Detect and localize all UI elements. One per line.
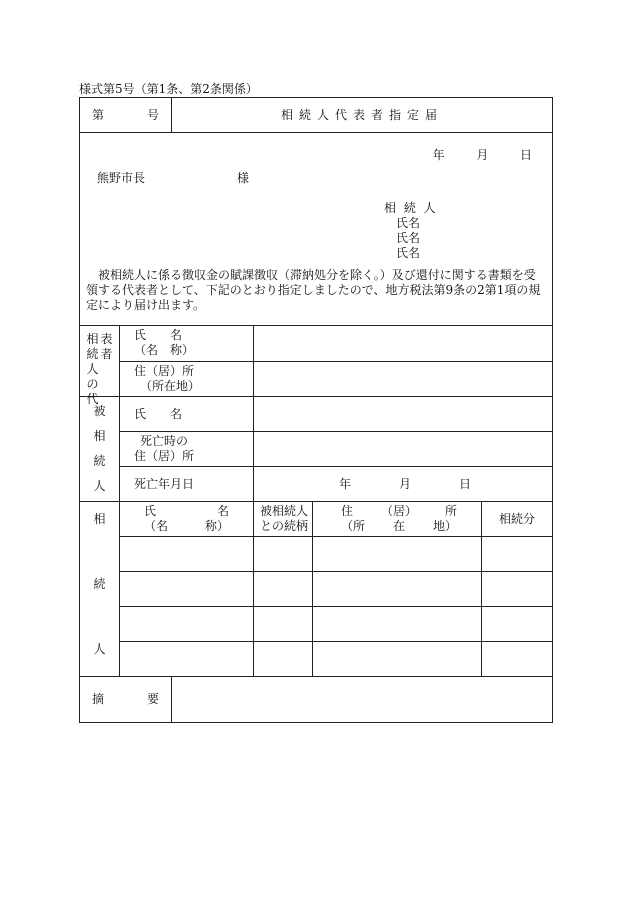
body-text: 被相続人に係る徴収金の賦課徴収（滞納処分を除く。）及び還付に関する書類を受領する代表者として、下記のとおり指定しましたので、地方税法第9条の2第1項の規定により届け出ます。 <box>86 268 541 312</box>
heirs-name-header-1b: 名 <box>216 504 229 518</box>
deceased-name-row <box>80 397 553 432</box>
heirs-relation-header-2: との続柄 <box>260 519 309 533</box>
deceased-date-label-cell <box>120 467 254 502</box>
representative-name-label-cell <box>120 326 254 362</box>
death-year-unit: 年 <box>339 476 352 491</box>
heirs-relation-header-1: 被相続人 <box>260 504 309 518</box>
heir-share-cell[interactable] <box>482 607 553 642</box>
heirs-relation-header <box>254 502 313 537</box>
heir-name-line-2: 氏名 <box>396 231 421 245</box>
heirs-name-header-1a: 氏 <box>144 504 157 518</box>
heirs-address-header-1b: （居） <box>380 504 417 518</box>
heirs-name-header-2b: 称） <box>204 519 229 533</box>
deceased-char-2: 相 <box>93 429 106 443</box>
representative-address-field[interactable] <box>254 361 553 397</box>
body-cell <box>80 133 553 326</box>
deceased-name-label: 氏 名 <box>134 406 183 421</box>
month-label: 月 <box>476 148 489 162</box>
deceased-name-field[interactable] <box>254 397 553 432</box>
deceased-address-label-1: 死亡時の <box>140 434 189 448</box>
number-label-right: 号 <box>146 107 159 122</box>
summary-row <box>80 677 553 723</box>
rep-char-7: 者 <box>100 347 113 361</box>
deceased-char-3: 続 <box>93 454 106 468</box>
heirs-char-2: 続 <box>93 577 106 591</box>
header-row <box>80 98 553 133</box>
form-title: 相続人代表者指定届 <box>281 107 444 122</box>
heirs-address-header-2b: 在 <box>392 519 405 533</box>
body-row <box>80 133 553 326</box>
representative-address-row <box>80 361 553 397</box>
day-label: 日 <box>520 148 533 162</box>
representative-name-row <box>80 326 553 362</box>
heir-relation-cell[interactable] <box>254 642 313 677</box>
deceased-date-field[interactable] <box>254 467 553 502</box>
heir-relation-cell[interactable] <box>254 572 313 607</box>
heir-relation-cell[interactable] <box>254 607 313 642</box>
deceased-address-label-cell <box>120 432 254 467</box>
date-line <box>433 148 532 163</box>
number-label-left: 第 <box>92 107 105 122</box>
death-month-unit: 月 <box>399 476 412 491</box>
deceased-char-1: 被 <box>93 404 106 418</box>
heirs-header-row <box>80 502 553 537</box>
deceased-side-label <box>80 397 120 502</box>
table-row <box>80 537 553 572</box>
summary-label-right: 要 <box>146 692 159 706</box>
deceased-name-label-cell <box>120 397 254 432</box>
number-cell <box>80 98 172 133</box>
year-label: 年 <box>432 148 445 162</box>
heir-address-cell[interactable] <box>313 607 482 642</box>
table-row <box>80 642 553 677</box>
heir-name-cell[interactable] <box>120 537 254 572</box>
rep-char-1: 相 <box>86 332 99 346</box>
heir-address-cell[interactable] <box>313 642 482 677</box>
addressee-name: 熊野市長 <box>97 171 146 185</box>
rep-address-label-2: （所在地） <box>140 378 201 393</box>
deceased-address-row <box>80 432 553 467</box>
heirs-address-header-1a: 住 <box>341 504 354 518</box>
rep-char-3: 人 <box>86 362 99 376</box>
summary-label-cell <box>80 677 172 723</box>
heir-address-cell[interactable] <box>313 537 482 572</box>
summary-label-left: 摘 <box>92 692 105 706</box>
death-day-unit: 日 <box>459 476 472 491</box>
form-caption: 様式第5号（第1条、第2条関係） <box>79 82 258 96</box>
rep-char-4: の <box>86 377 99 391</box>
representative-name-field[interactable] <box>254 326 553 362</box>
rep-name-label-2: （名 称） <box>134 343 195 358</box>
heirs-address-header <box>313 502 482 537</box>
heirs-char-1: 相 <box>93 512 106 526</box>
heirs-address-header-2c: 地） <box>432 519 457 533</box>
heir-name-cell[interactable] <box>120 572 254 607</box>
heirs-share-header <box>482 502 553 537</box>
heir-share-cell[interactable] <box>482 572 553 607</box>
addressee-honorific: 様 <box>237 171 250 185</box>
table-row <box>80 607 553 642</box>
heirs-address-header-2a: （所 <box>341 519 366 533</box>
heirs-name-header-2a: （名 <box>144 519 169 533</box>
heir-name-cell[interactable] <box>120 642 254 677</box>
deceased-date-label: 死亡年月日 <box>134 476 195 491</box>
heir-name-line-1: 氏名 <box>396 216 421 230</box>
heirs-address-header-1c: 所 <box>444 504 457 518</box>
deceased-char-4: 人 <box>93 479 106 493</box>
representative-side-label <box>80 326 120 406</box>
rep-char-6: 表 <box>100 332 113 346</box>
notification-form <box>79 97 553 723</box>
heir-address-cell[interactable] <box>313 572 482 607</box>
rep-char-2: 続 <box>86 347 99 361</box>
heir-share-cell[interactable] <box>482 537 553 572</box>
rep-address-label-1: 住（居）所 <box>134 363 195 378</box>
heir-relation-cell[interactable] <box>254 537 313 572</box>
rep-name-label-1: 氏 名 <box>134 328 183 343</box>
deceased-address-field[interactable] <box>254 432 553 467</box>
heirs-label: 相 続 人 <box>384 201 438 215</box>
summary-field[interactable] <box>172 677 553 723</box>
heirs-name-header <box>120 502 254 537</box>
heir-name-cell[interactable] <box>120 607 254 642</box>
heirs-side-label <box>80 502 120 677</box>
form-title-cell <box>172 98 553 133</box>
heir-share-cell[interactable] <box>482 642 553 677</box>
rep-char-5: 代 <box>86 392 99 406</box>
deceased-date-row <box>80 467 553 502</box>
heirs-char-3: 人 <box>93 642 106 656</box>
heirs-share-header-label: 相続分 <box>499 511 536 526</box>
deceased-address-label-2: 住（居）所 <box>134 449 195 463</box>
table-row <box>80 572 553 607</box>
representative-address-label-cell <box>120 361 254 397</box>
heir-name-line-3: 氏名 <box>396 246 421 260</box>
